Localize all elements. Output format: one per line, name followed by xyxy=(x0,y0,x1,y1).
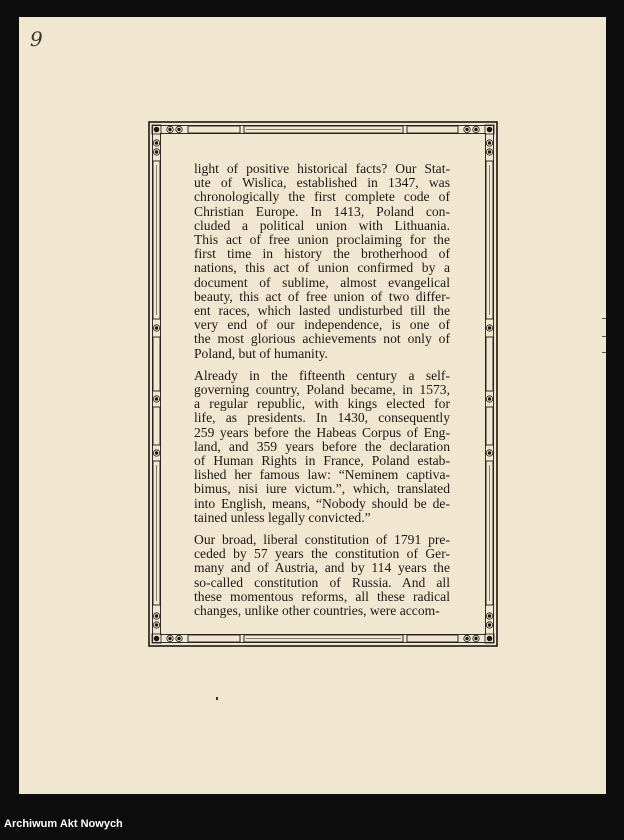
text-line: nations, this act of union confirmed by a xyxy=(194,260,450,276)
text-line: land, and 359 years before the declaration xyxy=(194,438,450,454)
edge-tick xyxy=(602,352,606,353)
body-text xyxy=(194,162,450,626)
text-line: changes, unlike other countries, were accom- xyxy=(194,603,440,619)
text-line: the most glorious achievements not only of xyxy=(194,331,450,347)
paragraph xyxy=(194,533,450,618)
text-line: life, as presidents. In 1430, consequently xyxy=(194,410,450,426)
text-line: very end of our independence, is one of xyxy=(194,317,450,333)
text-line: beauty, this act of free union of two differ- xyxy=(194,288,450,304)
page-number: 9 xyxy=(30,27,43,51)
text-line: a regular republic, with kings elected for xyxy=(194,396,450,412)
text-line: Poland, but of humanity. xyxy=(194,345,328,361)
paragraph xyxy=(194,162,450,361)
paragraph xyxy=(194,369,450,525)
text-line: light of positive historical facts? Our Stat- xyxy=(194,161,450,176)
archive-watermark-label: Archiwum Akt Nowych xyxy=(4,818,123,830)
ink-speck xyxy=(216,697,218,700)
edge-tick xyxy=(602,318,606,319)
text-line: of Human Rights in France, Poland estab- xyxy=(194,453,450,469)
text-line: Already in the fifteenth century a self- xyxy=(194,367,450,383)
text-line: into English, means, “Nobody should be de- xyxy=(194,495,450,511)
text-line: cluded a political union with Lithuania. xyxy=(194,217,450,233)
edge-tick xyxy=(602,336,606,337)
text-line: these momentous reforms, all these radical xyxy=(194,588,450,604)
text-line: ceded by 57 years the constitution of Ger- xyxy=(194,546,450,562)
text-line: many and of Austria, and by 114 years the xyxy=(194,560,450,576)
text-line: governing country, Poland became, in 1573, xyxy=(194,382,450,398)
text-line: Our broad, liberal constitution of 1791 pre- xyxy=(194,532,450,548)
text-line: This act of free union proclaiming for the xyxy=(194,232,450,248)
text-line: 259 years before the Habeas Corpus of Eng- xyxy=(194,424,450,440)
text-line: ent races, which lasted undisturbed till the xyxy=(194,303,450,319)
document-page xyxy=(19,17,606,794)
text-line: lished her famous law: “Neminem captiva- xyxy=(194,467,450,483)
text-line: first time in history the brotherhood of xyxy=(194,246,450,262)
text-line: so-called constitution of Russia. And all xyxy=(194,574,450,590)
text-line: bimus, nisi iure victum.”, which, translated xyxy=(194,481,450,497)
text-line: chronologically the first complete code of xyxy=(194,189,450,205)
text-line: document of sublime, almost evangelical xyxy=(194,274,450,290)
text-line: Christian Europe. In 1413, Poland con- xyxy=(194,203,450,219)
ornamental-frame xyxy=(148,121,498,647)
text-line: tained unless legally convicted.” xyxy=(194,509,371,525)
text-line: ute of Wislica, established in 1347, was xyxy=(194,175,450,191)
